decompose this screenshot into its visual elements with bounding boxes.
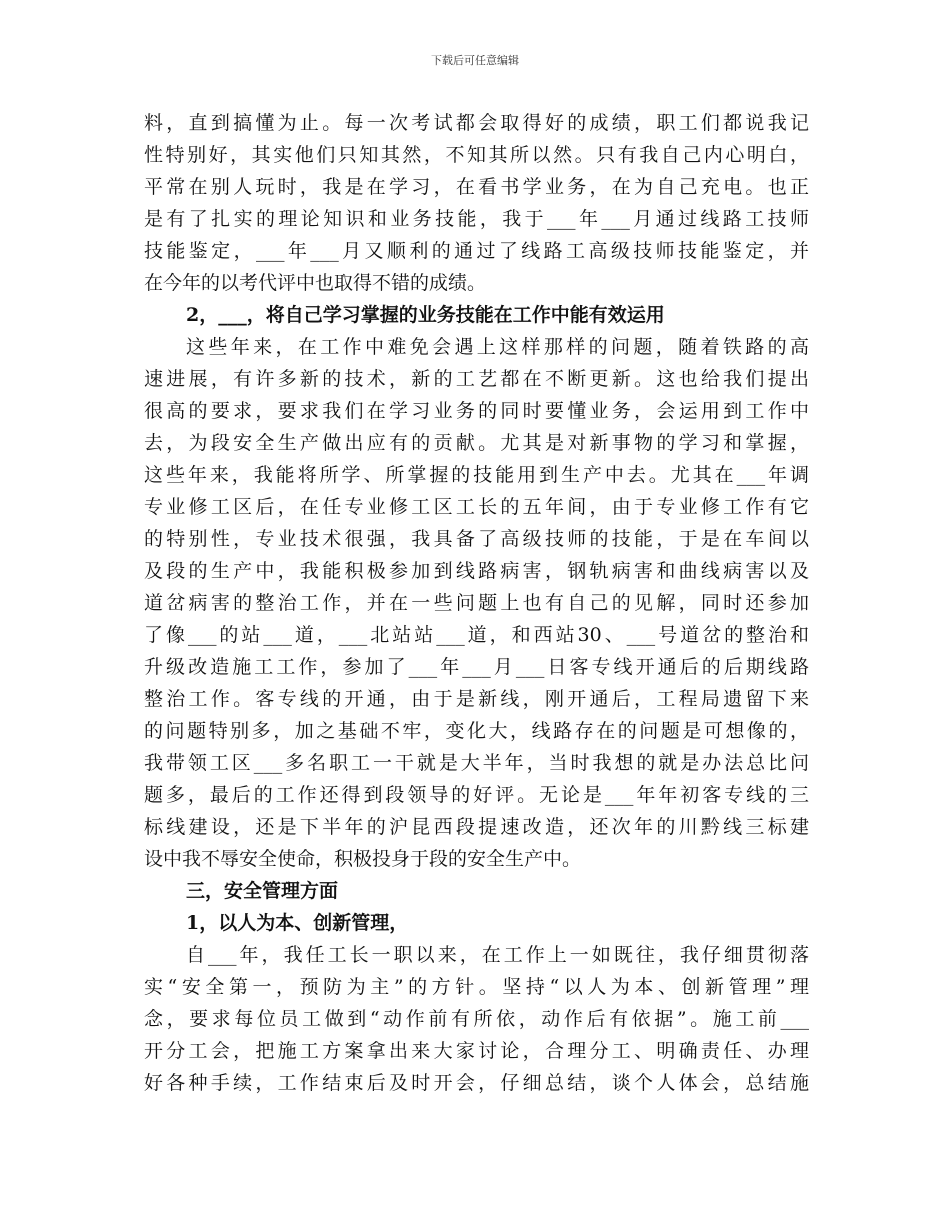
text-line: 自___年，我任工长一职以来，在工作上一如既往，我仔细贯彻落: [186, 944, 809, 966]
text-line: 我带领工区___多名职工一干就是大半年，当时我想的就是办法总比问: [144, 752, 809, 774]
text-line: 很高的要求，要求我们在学习业务的同时要懂业务，会运用到工作中: [144, 400, 809, 422]
text-line: 平常在别人玩时，我是在学习，在看书学业务，在为自己充电。也正: [144, 176, 809, 198]
text-line: 整治工作。客专线的开通，由于是新线，刚开通后，工程局遗留下来: [144, 688, 809, 710]
page-header: 下载后可任意编辑: [431, 54, 519, 67]
text-line: 这些年来，在工作中难免会遇上这样那样的问题，随着铁路的高: [186, 336, 809, 358]
text-line: 专业修工区后，在任专业修工区工长的五年间，由于专业修工作有它: [144, 496, 809, 518]
text-line: 性特别好，其实他们只知其然，不知其所以然。只有我自己内心明白，: [144, 144, 809, 166]
text-line: 设中我不辱安全使命，积极投身于段的安全生产中。: [144, 848, 582, 870]
text-line: 速进展，有许多新的技术，新的工艺都在不断更新。这也给我们提出: [144, 368, 809, 390]
text-line: 技能鉴定，___年___月又顺利的通过了线路工高级技师技能鉴定，并: [144, 240, 809, 262]
text-line: 好各种手续，工作结束后及时开会，仔细总结，谈个人体会，总结施: [144, 1072, 809, 1094]
section-heading: 2，___，将自己学习掌握的业务技能在工作中能有效运用: [186, 304, 665, 326]
text-line: 道岔病害的整治工作，并在一些问题上也有自己的见解，同时还参加: [144, 592, 809, 614]
text-line: 题多，最后的工作还得到段领导的好评。无论是___年年初客专线的三: [144, 784, 809, 806]
text-line: 及段的生产中，我能积极参加到线路病害，钢轨病害和曲线病害以及: [144, 560, 809, 582]
text-line: 的问题特别多，加之基础不牢，变化大，线路存在的问题是可想像的，: [144, 720, 809, 742]
text-line: 这些年来，我能将所学、所掌握的技能用到生产中去。尤其在___年调: [144, 464, 809, 486]
text-line: 在今年的以考代评中也取得不错的成绩。: [144, 272, 487, 294]
text-line: 的特别性，专业技术很强，我具备了高级技师的技能，于是在车间以: [144, 528, 809, 550]
text-line: 标线建设，还是下半年的沪昆西段提速改造，还次年的川黔线三标建: [144, 816, 809, 838]
subsection-heading: 1，以人为本、创新管理，: [186, 912, 409, 934]
text-line: 是有了扎实的理论知识和业务技能，我于___年___月通过线路工技师: [144, 208, 809, 230]
text-line: 料，直到搞懂为止。每一次考试都会取得好的成绩，职工们都说我记: [144, 112, 809, 134]
document-body: [144, 107, 809, 1099]
text-line: 去，为段安全生产做出应有的贡献。尤其是对新事物的学习和掌握，: [144, 432, 809, 454]
section-heading: 三，安全管理方面: [186, 880, 339, 902]
text-line: 了像___的站___道，___北站站___道，和西站30、___号道岔的整治和: [144, 624, 809, 646]
text-line: 升级改造施工工作，参加了___年___月___日客专线开通后的后期线路: [144, 656, 809, 678]
text-line: 念，要求每位员工做到“动作前有所依，动作后有依据”。施工前___: [144, 1008, 809, 1030]
text-line: 开分工会，把施工方案拿出来大家讨论，合理分工、明确责任、办理: [144, 1040, 809, 1062]
text-line: 实“安全第一，预防为主”的方针。坚持“以人为本、创新管理”理: [144, 976, 809, 998]
